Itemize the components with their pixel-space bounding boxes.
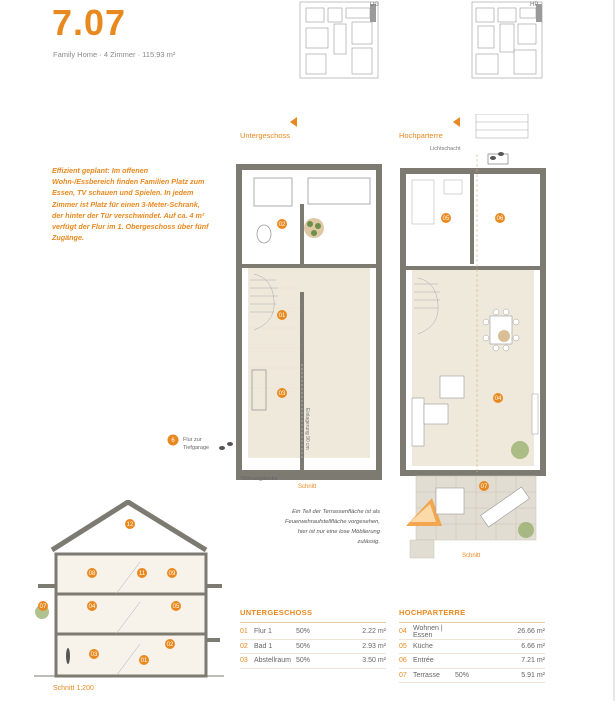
key-plan-ug	[298, 0, 382, 82]
room-name: Abstellraum	[254, 657, 291, 665]
hp-table-rows	[399, 625, 545, 683]
intro-text: Effizient geplant: Im offenen Wohn-/Essbereich finden Familien Platz zum Essen, TV schauen und Spielen. In jedem Zimmer ist Platz für einen 3-Meter-Schrank, der hinter der Tür verschwindet. Auf ca. 4 m² verfügt der Flur im 1. Obergeschoss über fünf Zugänge.	[52, 166, 209, 243]
room-name: Flur 1	[254, 628, 272, 636]
hp-floor-plan	[400, 114, 552, 560]
room-name: Bad 1	[254, 642, 273, 650]
section-badge-07-label: 07	[39, 604, 47, 610]
section-badge-11-label: 11	[138, 571, 146, 577]
hp-room-badge-05-label: 05	[442, 216, 450, 222]
hp-room-badge-04-label: 04	[494, 396, 502, 402]
hp-area-table	[399, 608, 545, 683]
section-badge-02-label: 02	[166, 642, 174, 648]
room-number: 04	[399, 628, 407, 636]
ug-area-table	[240, 608, 386, 669]
hp-room-badge-06-label: 06	[496, 216, 504, 222]
section-badge-12-label: 12	[126, 522, 134, 528]
ug-room-badge-01-label: 01	[278, 313, 286, 319]
area-row	[240, 654, 386, 669]
room-area: 2.22 m²	[362, 628, 386, 636]
room-number: 07	[399, 671, 407, 679]
room-name: Terrasse	[413, 671, 440, 679]
area-share: 50%	[296, 657, 311, 665]
unit-subtitle: Family Home · 4 Zimmer · 115.93 m²	[53, 50, 176, 59]
section-scale-label: Schnitt 1:200	[53, 685, 94, 692]
footsteps-icon	[218, 440, 238, 452]
room-area: 26.66 m²	[517, 628, 545, 636]
room-number: 01	[240, 628, 248, 636]
hp-table-title: HOCHPARTERRE	[399, 608, 545, 623]
section-badge-05-label: 05	[172, 604, 180, 610]
room-number: 03	[240, 657, 248, 665]
garage-label-line-2: Tiefgarage	[183, 445, 210, 451]
ug-room-badge-03-label: 03	[278, 391, 286, 397]
section-badge-04-label: 04	[88, 604, 96, 610]
room-name: Entrée	[413, 657, 434, 665]
room-area: 5.91 m²	[521, 671, 545, 679]
ug-table-title: UNTERGESCHOSS	[240, 608, 386, 623]
hp-schnitt-label: Schnitt	[462, 553, 481, 559]
area-row	[399, 625, 545, 640]
room-area: 6.66 m²	[521, 642, 545, 650]
room-name: Wohnen | Essen	[413, 624, 443, 639]
garage-badge-label: 6	[171, 438, 175, 444]
room-name: Küche	[413, 642, 433, 650]
unit-number: 7.07	[52, 2, 127, 43]
ug-plan-title: Untergeschoss	[240, 131, 291, 140]
key-plan-ug-label: UG	[370, 2, 379, 8]
area-share: 50%	[296, 642, 311, 650]
area-row	[399, 654, 545, 669]
garage-badge	[166, 433, 180, 447]
hp-plan-title: Hochparterre	[399, 131, 443, 140]
room-number: 05	[399, 642, 407, 650]
room-number: 02	[240, 642, 248, 650]
ug-floor-plan	[236, 164, 382, 480]
abhangdecke-note: *Abhangdecke	[240, 476, 278, 482]
area-row	[240, 640, 386, 655]
garage-label	[183, 436, 209, 452]
ug-table-rows	[240, 625, 386, 669]
ug-north-arrow-icon	[289, 117, 299, 127]
garage-label-line-1: Flur zur	[183, 437, 202, 443]
key-plan-hp-label: HP	[530, 2, 539, 8]
section-badge-03-label: 03	[90, 652, 98, 658]
area-share: 50%	[296, 628, 311, 636]
room-area: 3.50 m²	[362, 657, 386, 665]
section-badge-09-label: 09	[168, 571, 176, 577]
hp-room-badge-07-label: 07	[480, 484, 488, 490]
einlagerung-label: Einlagerung 90 cm	[304, 408, 310, 450]
area-row	[399, 640, 545, 655]
area-share: 50%	[455, 671, 470, 679]
section-badge-01-label: 01	[140, 658, 148, 664]
area-row	[240, 625, 386, 640]
terrace-note: Ein Teil der Terrassenfläche ist als Feuerwehraufstellfläche vorgesehen, hier ist nur eine lose Möblierung zulässig.	[284, 509, 380, 545]
room-number: 06	[399, 657, 407, 665]
section-drawing	[34, 500, 224, 686]
key-plan-hp	[470, 0, 546, 82]
ug-schnitt-label: Schnitt	[298, 484, 317, 490]
room-area: 2.93 m²	[362, 642, 386, 650]
room-area: 7.21 m²	[521, 657, 545, 665]
section-badge-08-label: 08	[88, 571, 96, 577]
lichtschacht-label: Lichtschacht	[430, 146, 461, 152]
ug-room-badge-02-label: 02	[278, 222, 286, 228]
area-row	[399, 669, 545, 684]
